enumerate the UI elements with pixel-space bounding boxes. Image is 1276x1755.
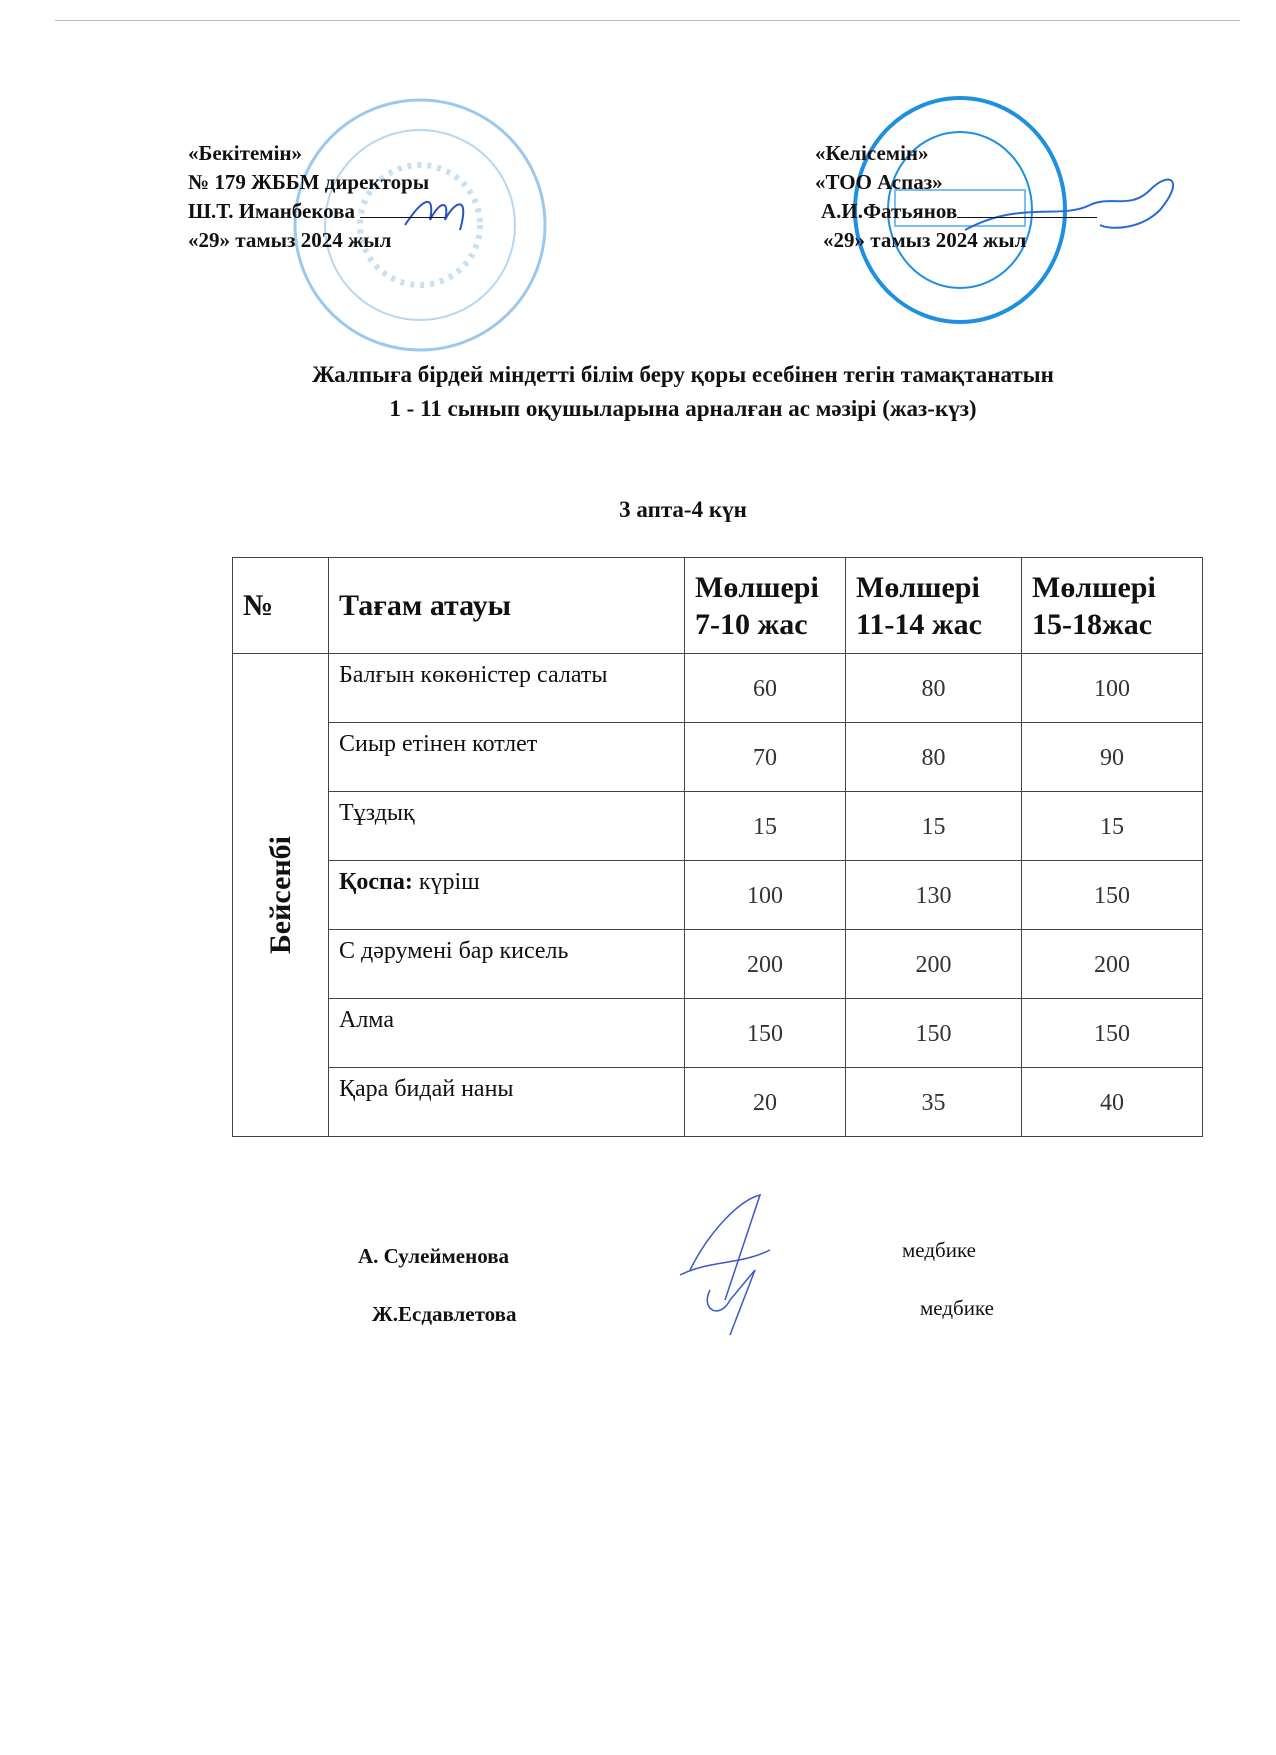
header-dish-name: Тағам атауы (329, 558, 685, 654)
portion-value: 15 (685, 792, 846, 861)
portion-value: 15 (846, 792, 1022, 861)
portion-value: 200 (1022, 930, 1203, 999)
table-row (233, 999, 1203, 1068)
portion-value: 90 (1022, 723, 1203, 792)
portion-value: 150 (1022, 999, 1203, 1068)
approval-name-line (188, 197, 445, 226)
signatory-name: Ж.Есдавлетова (372, 1302, 517, 1326)
portion-value: 80 (846, 723, 1022, 792)
approval-label: «Бекітемін» (188, 141, 303, 165)
approval-date: «29» тамыз 2024 жыл (188, 228, 392, 252)
table-row (233, 792, 1203, 861)
approval-name: Ш.Т. Иманбекова (188, 199, 355, 223)
table-row (233, 654, 1203, 723)
dish-name (329, 930, 685, 999)
agreement-name-line (815, 197, 1097, 226)
table-row (233, 930, 1203, 999)
portion-value: 20 (685, 1068, 846, 1137)
nurse-signatures (670, 1190, 780, 1340)
signatory-name: А. Сулейменова (358, 1244, 510, 1268)
dish-name-text: Балғын көкөністер салаты (339, 662, 608, 688)
dish-name (329, 792, 685, 861)
title-line-1: Жалпыға бірдей міндетті білім беру қоры есебінен тегін тамақтанатын (312, 362, 1054, 387)
dish-prefix: Қоспа: (339, 869, 413, 895)
portion-value: 40 (1022, 1068, 1203, 1137)
portion-value: 70 (685, 723, 846, 792)
portion-value: 100 (685, 861, 846, 930)
dish-name-text: С дәрумені бар кисель (339, 938, 569, 964)
portion-value: 200 (846, 930, 1022, 999)
dish-name (329, 1068, 685, 1137)
dish-name-text: Тұздық (339, 800, 415, 826)
menu-table (232, 557, 1203, 1137)
header-portion-7-10: Мөлшері 7-10 жас (685, 558, 846, 654)
table-row (233, 861, 1203, 930)
portion-value: 60 (685, 654, 846, 723)
agreement-label: «Келісемін» (815, 141, 929, 165)
dish-name-text: Қара бидай наны (339, 1076, 514, 1102)
header-portion-15-18: Мөлшері 15-18жас (1022, 558, 1203, 654)
portion-value: 150 (846, 999, 1022, 1068)
week-day-subtitle: 3 апта-4 күн (619, 497, 747, 522)
day-label: Бейсенбі (263, 835, 297, 955)
header-portion-11-14: Мөлшері 11-14 жас (846, 558, 1022, 654)
agreement-name: А.И.Фатьянов (821, 199, 958, 223)
table-header-row (233, 558, 1203, 654)
agreement-company: «ТОО Аспаз» (815, 170, 943, 194)
header-number: № (233, 558, 329, 654)
portion-value: 100 (1022, 654, 1203, 723)
dish-name (329, 654, 685, 723)
portion-value: 80 (846, 654, 1022, 723)
dish-name (329, 861, 685, 930)
portion-value: 15 (1022, 792, 1203, 861)
table-row (233, 1068, 1203, 1137)
title-line-2: 1 - 11 сынып оқушыларына арналған ас мәзірі (жаз-күз) (389, 396, 977, 421)
day-cell (233, 654, 329, 1137)
dish-name-text: Сиыр етінен котлет (339, 731, 538, 757)
agreement-block (815, 139, 1097, 255)
signatory-role: медбике (920, 1296, 994, 1320)
dish-name (329, 723, 685, 792)
portion-value: 150 (685, 999, 846, 1068)
approval-position: № 179 ЖББМ директоры (188, 170, 430, 194)
dish-name-text: күріш (412, 869, 480, 895)
document-title (0, 358, 1276, 426)
dish-name-text: Алма (339, 1007, 394, 1033)
signatory-role: медбике (902, 1238, 976, 1262)
approval-block (188, 139, 445, 255)
portion-value: 130 (846, 861, 1022, 930)
table-row (233, 723, 1203, 792)
dish-name (329, 999, 685, 1068)
scan-edge-line (55, 20, 1240, 21)
portion-value: 200 (685, 930, 846, 999)
portion-value: 35 (846, 1068, 1022, 1137)
portion-value: 150 (1022, 861, 1203, 930)
agreement-date: «29» тамыз 2024 жыл (823, 228, 1027, 252)
